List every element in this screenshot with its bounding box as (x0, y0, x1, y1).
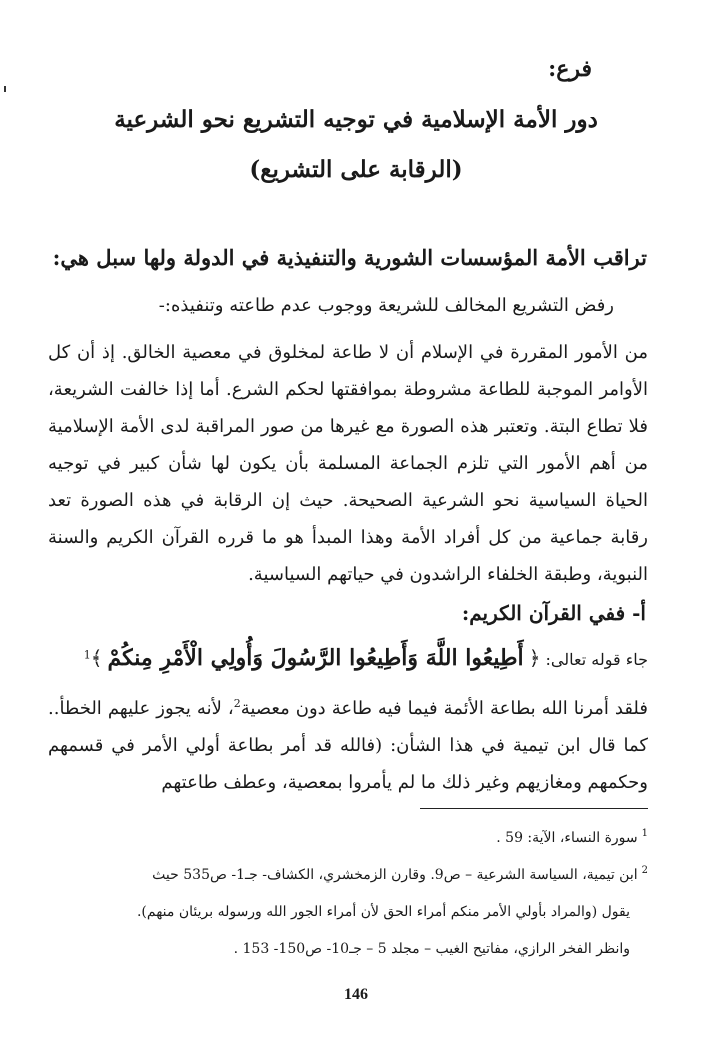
chapter-subtitle: (الرقابة على التشريع) (249, 156, 463, 183)
paragraph-2-part-b: ، لأنه يجوز عليهم الخطأ.. كما قال ابن تيمية في هذا الشأن: (فالله قد أمر بطاعة أولي الأمر في قسمهم وحكمهم ومغازيهم وغير ذلك ما لم يأمروا بمعصية، وعطف طاعتهم (48, 698, 648, 793)
verse-close-bracket: ﴾ (90, 646, 103, 670)
page-number: 146 (344, 986, 368, 1003)
footnote-separator (420, 808, 648, 809)
quran-heading: أ- ففي القرآن الكريم: (461, 601, 646, 625)
body-paragraph-2 (48, 690, 648, 801)
body-paragraph-1: من الأمور المقررة في الإسلام أن لا طاعة لمخلوق في معصية الخالق. إذ أن كل الأوامر الموجبة للطاعة مشروطة بموافقتها لحكم الشرع. أما إذا خالفت الشريعة، فلا تطاع البتة. وتعتبر هذه الصورة مع غيرها من صور المراقبة لدى الأمة الإسلامية من أهم الأمور التي تلزم الجماعة المسلمة بأن يكون لها شأن كبير في توجيه الحياة السياسية نحو الشرعية الصحيحة. حيث إن الرقابة في هذه الصورة تعد رقابة جماعية من كل أفراد الأمة وهذا المبدأ هو ما قرره القرآن الكريم والسنة النبوية، وطبقة الخلفاء الراشدون في حياتهم السياسية. (48, 342, 648, 585)
footnote-ref-2[interactable]: 2 (233, 697, 241, 710)
footnote-2-continued (80, 931, 648, 968)
verse-intro: جاء قوله تعالى: (545, 650, 648, 669)
section-subheading: تراقب الأمة المؤسسات الشورية والتنفيذية في الدولة ولها سبل هي: (52, 245, 647, 270)
verse-open-bracket: ﴿ (528, 646, 541, 670)
footnote-2-continued (80, 894, 648, 931)
quran-verse: أَطِيعُوا اللَّهَ وَأَطِيعُوا الرَّسُولَ وَأُولِي الْأَمْرِ مِنكُمْ (107, 645, 524, 671)
footnote-text: سورة النساء، الآية: 59 . (496, 830, 638, 846)
footnote-1 (80, 820, 648, 857)
footnote-text: وانظر الفخر الرازي، مفاتيح الغيب – مجلد 5 – جـ10- ص150- 153 . (233, 941, 630, 957)
footnote-number: 2 (641, 865, 648, 877)
footnote-2 (80, 857, 648, 894)
chapter-title: دور الأمة الإسلامية في توجيه التشريع نحو الشرعية (114, 106, 598, 133)
footnote-text: ابن تيمية، السياسة الشرعية – ص9. وقارن الزمخشري، الكشاف- جـ1- ص535 حيث (152, 867, 638, 883)
paragraph-2-part-a: فلقد أمرنا الله بطاعة الأئمة فيما فيه طاعة دون معصية (240, 698, 648, 719)
footnotes (80, 820, 648, 968)
intro-line: رفض التشريع المخالف للشريعة ووجوب عدم طاعته وتنفيذه:- (158, 295, 614, 316)
section-label: فرع: (548, 56, 592, 82)
footnote-number: 1 (641, 828, 648, 840)
footnote-ref-1[interactable]: 1 (83, 648, 91, 662)
verse-line (40, 638, 648, 680)
footnote-text: يقول (والمراد بأولي الأمر منكم أمراء الحق لأن أمراء الجور الله ورسوله بريئان منهم). (136, 904, 630, 920)
scan-artifact (4, 86, 6, 92)
